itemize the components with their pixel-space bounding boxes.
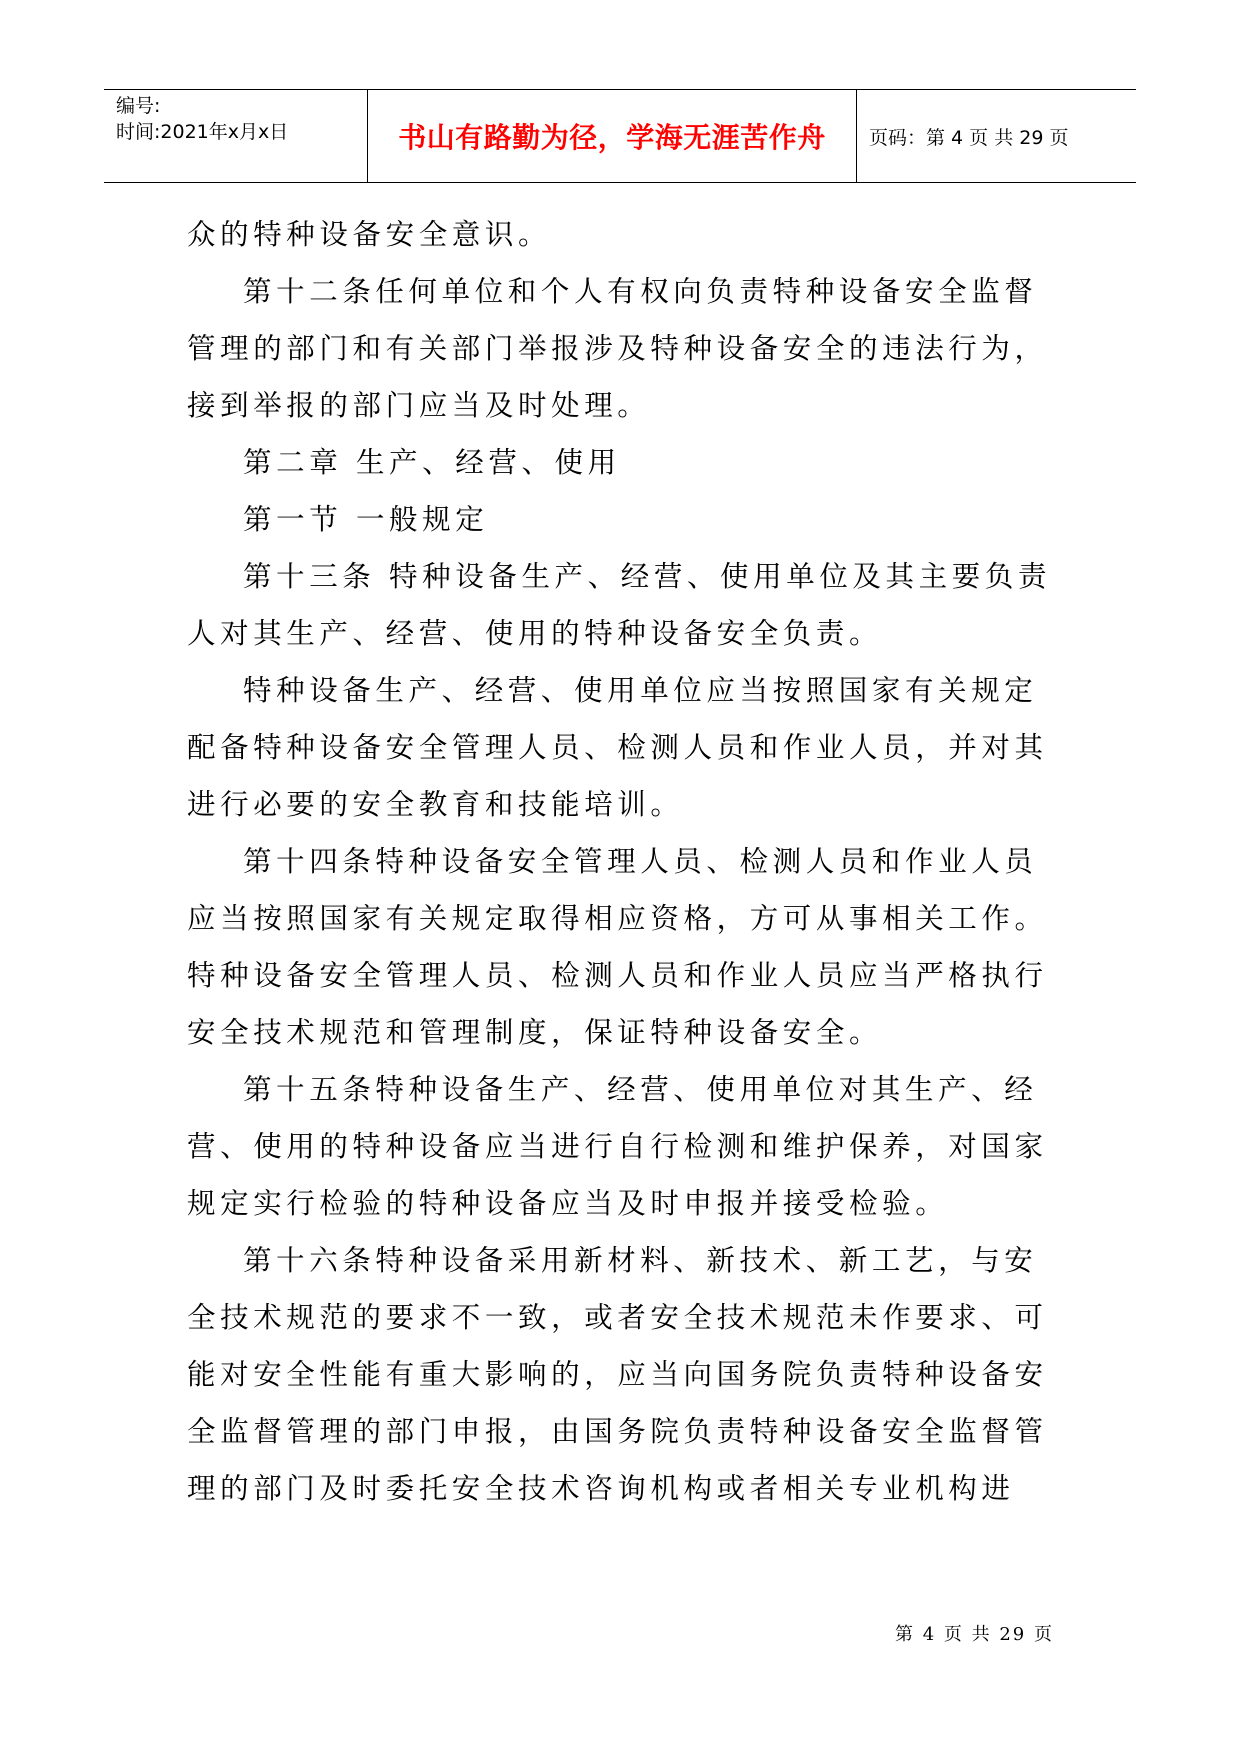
body-text-line: 第十二条任何单位和个人有权向负责特种设备安全监督: [243, 275, 1038, 308]
date-label: 时间:2021年x月x日: [116, 121, 289, 143]
body-text-line: 安全技术规范和管理制度，保证特种设备安全。: [187, 1016, 883, 1049]
serial-number-label: 编号:: [116, 95, 161, 117]
body-text-line: 特种设备生产、经营、使用单位应当按照国家有关规定: [243, 674, 1038, 707]
header-page-cell: [857, 90, 1136, 182]
body-text-line: 进行必要的安全教育和技能培训。: [187, 788, 684, 821]
document-body: [187, 206, 1067, 1517]
body-text-line: 全监督管理的部门申报，由国务院负责特种设备安全监督管: [187, 1415, 1048, 1448]
body-text-line: 第二章 生产、经营、使用: [243, 446, 621, 479]
body-text-line: 能对安全性能有重大影响的，应当向国务院负责特种设备安: [187, 1358, 1048, 1391]
body-text-line: 接到举报的部门应当及时处理。: [187, 389, 651, 422]
body-text-line: 人对其生产、经营、使用的特种设备安全负责。: [187, 617, 883, 650]
body-text-line: 管理的部门和有关部门举报涉及特种设备安全的违法行为，: [187, 332, 1048, 365]
body-text-line: 第十四条特种设备安全管理人员、检测人员和作业人员: [243, 845, 1038, 878]
header-info-cell: [104, 90, 368, 182]
body-text-line: 第十六条特种设备采用新材料、新技术、新工艺，与安: [243, 1244, 1038, 1277]
body-text-line: 理的部门及时委托安全技术咨询机构或者相关专业机构进: [187, 1472, 1015, 1505]
body-text-line: 众的特种设备安全意识。: [187, 218, 552, 251]
page-code-label: 页码：第 4 页 共 29 页: [869, 126, 1069, 149]
body-text-line: 配备特种设备安全管理人员、检测人员和作业人员，并对其: [187, 731, 1048, 764]
motto-text: 书山有路勤为径，学海无涯苦作舟: [398, 121, 826, 154]
body-text-line: 特种设备安全管理人员、检测人员和作业人员应当严格执行: [187, 959, 1048, 992]
body-text-line: 全技术规范的要求不一致，或者安全技术规范未作要求、可: [187, 1301, 1048, 1334]
body-text-line: 应当按照国家有关规定取得相应资格，方可从事相关工作。: [187, 902, 1048, 935]
body-text-line: 营、使用的特种设备应当进行自行检测和维护保养，对国家: [187, 1130, 1048, 1163]
body-text-line: 第十五条特种设备生产、经营、使用单位对其生产、经: [243, 1073, 1038, 1106]
body-text-line: 第一节 一般规定: [243, 503, 489, 536]
header-motto-cell: [368, 90, 857, 182]
body-text-line: 规定实行检验的特种设备应当及时申报并接受检验。: [187, 1187, 949, 1220]
document-header: [104, 89, 1136, 183]
page-footer: 第 4 页 共 29 页: [895, 1624, 1054, 1645]
body-text-line: 第十三条 特种设备生产、经营、使用单位及其主要负责: [243, 560, 1052, 593]
